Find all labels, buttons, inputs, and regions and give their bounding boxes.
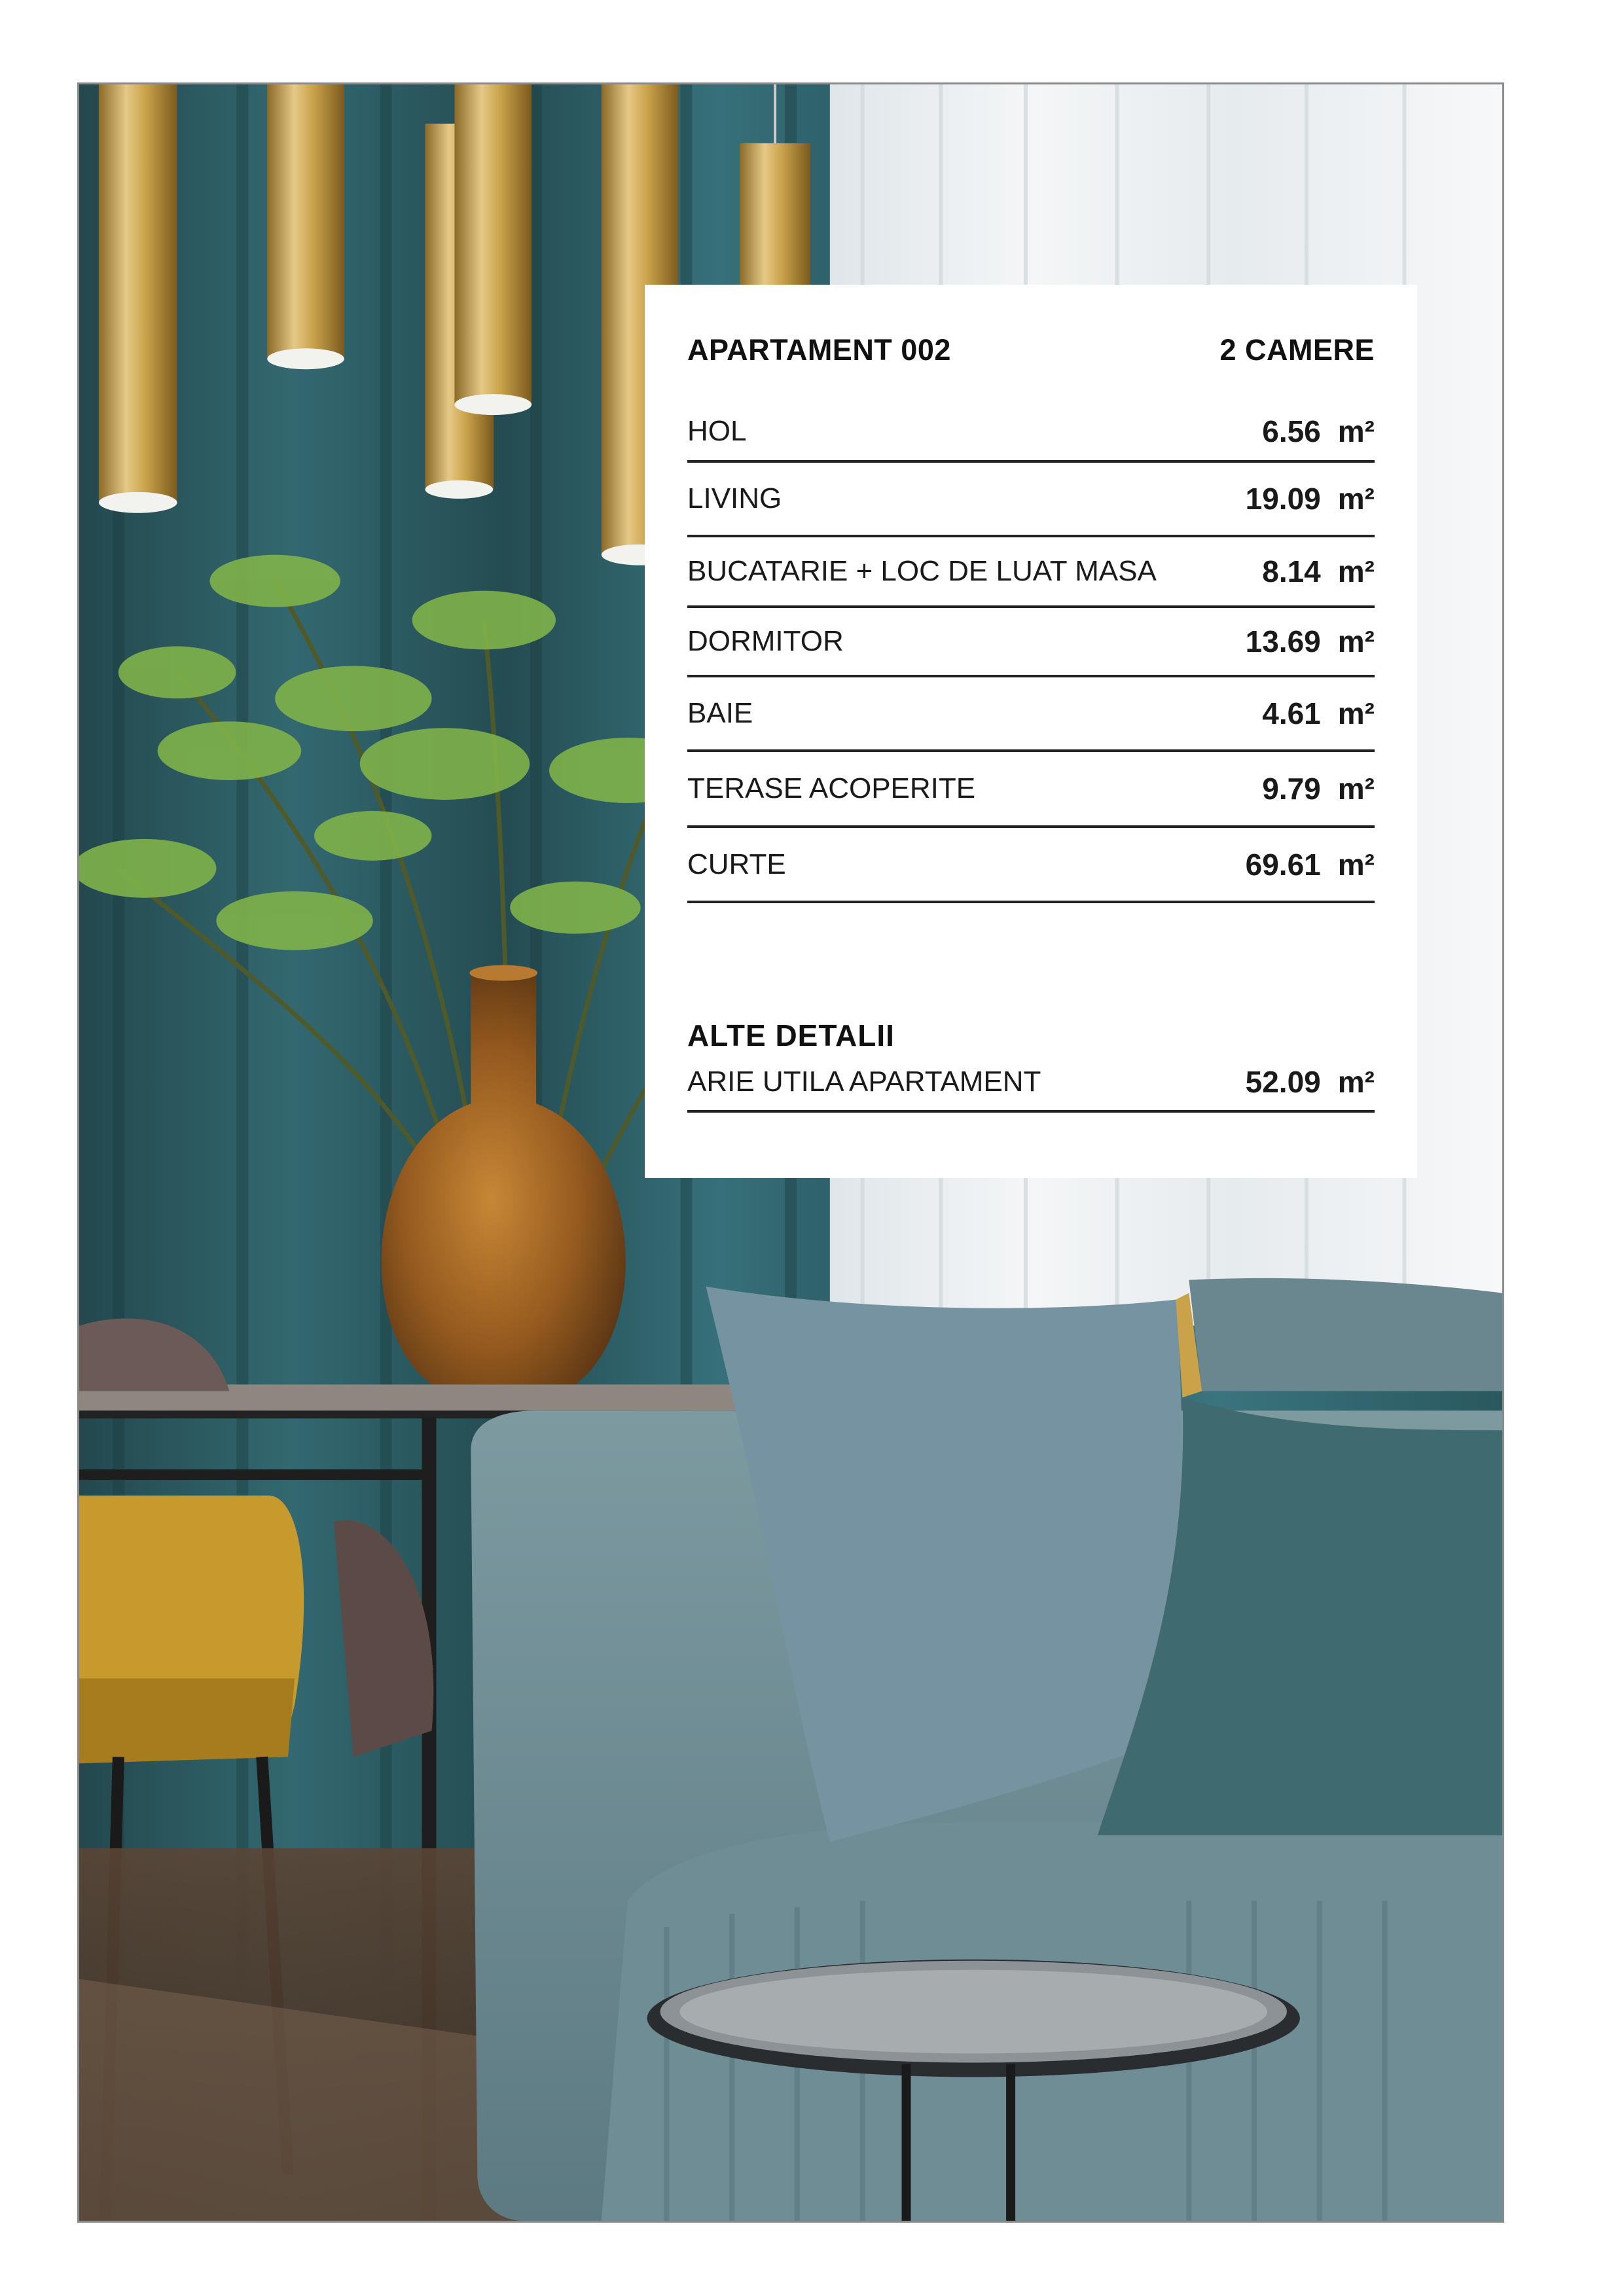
room-name: LIVING bbox=[687, 482, 782, 514]
panel-header bbox=[687, 331, 1375, 370]
room-row-baie bbox=[687, 677, 1375, 752]
room-area: 6.56 m² bbox=[1262, 414, 1375, 448]
room-name: DORMITOR bbox=[687, 625, 844, 657]
room-area: 13.69 m² bbox=[1245, 624, 1375, 658]
room-area: 4.61 m² bbox=[1262, 696, 1375, 730]
room-name: BUCATARIE + LOC DE LUAT MASA bbox=[687, 555, 1157, 587]
apartment-title: APARTAMENT 002 bbox=[687, 333, 951, 367]
usable-area-value: 52.09 m² bbox=[1245, 1065, 1375, 1099]
room-name: CURTE bbox=[687, 848, 786, 880]
room-areas-list bbox=[687, 403, 1375, 903]
room-area: 69.61 m² bbox=[1245, 847, 1375, 882]
room-area: 8.14 m² bbox=[1262, 554, 1375, 588]
room-row-hol bbox=[687, 403, 1375, 463]
room-name: TERASE ACOPERITE bbox=[687, 772, 976, 804]
details-heading: ALTE DETALII bbox=[687, 1018, 895, 1052]
usable-area-label: ARIE UTILA APARTAMENT bbox=[687, 1066, 1041, 1098]
room-row-curte bbox=[687, 828, 1375, 903]
room-row-bucatarie bbox=[687, 537, 1375, 608]
room-row-dormitor bbox=[687, 608, 1375, 677]
room-name: HOL bbox=[687, 415, 747, 447]
usable-area-row bbox=[687, 1054, 1375, 1113]
room-area: 19.09 m² bbox=[1245, 482, 1375, 516]
room-row-living bbox=[687, 463, 1375, 537]
room-area: 9.79 m² bbox=[1262, 772, 1375, 806]
room-name: BAIE bbox=[687, 697, 753, 729]
room-count: 2 CAMERE bbox=[1219, 333, 1375, 367]
apartment-info-panel bbox=[645, 285, 1417, 1178]
room-row-terase bbox=[687, 752, 1375, 828]
